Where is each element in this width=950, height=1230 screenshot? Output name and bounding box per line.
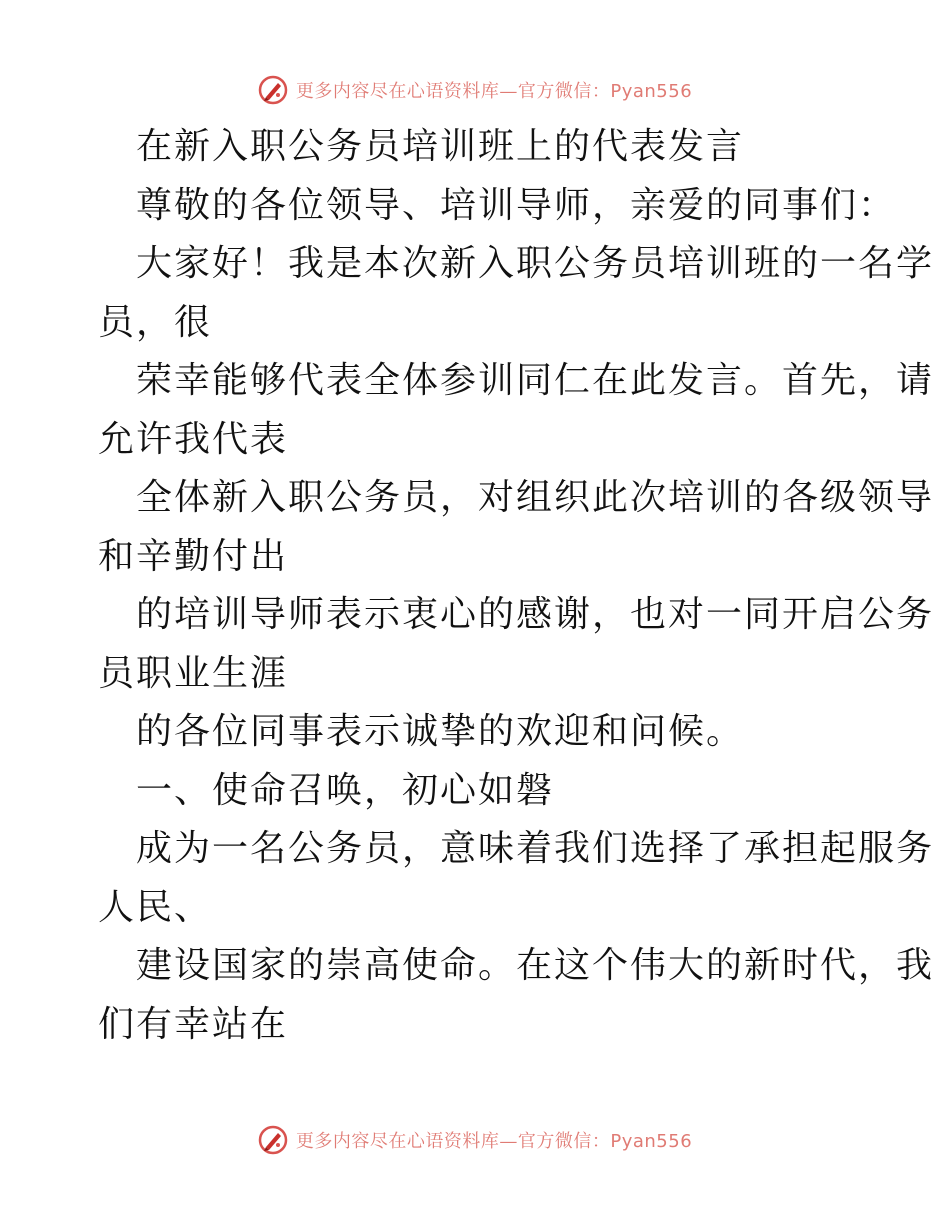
salutation-line: 尊敬的各位领导、培训导师，亲爱的同事们：	[136, 184, 897, 226]
header-banner-handle: Pyan556	[610, 81, 693, 102]
paragraph-line: 员职业生涯	[98, 652, 289, 694]
paragraph-line: 全体新入职公务员，对组织此次培训的各级领导	[136, 477, 935, 518]
paragraph-line: 人民、	[98, 886, 213, 928]
paragraph-line: 员，很	[98, 301, 213, 343]
footer-banner-handle: Pyan556	[610, 1131, 693, 1152]
paragraph-line: 们有幸站在	[98, 1003, 289, 1045]
paragraph-line: 大家好！我是本次新入职公务员培训班的一名学	[136, 243, 935, 284]
paragraph-line: 允许我代表	[98, 418, 289, 460]
paragraph-line: 的培训导师表示衷心的感谢，也对一同开启公务	[136, 594, 935, 635]
header-banner-text	[296, 77, 692, 103]
document-body	[98, 118, 935, 1054]
paragraph-line: 成为一名公务员，意味着我们选择了承担起服务	[136, 828, 935, 869]
paragraph-line: 和辛勤付出	[98, 535, 289, 577]
paragraph-line: 的各位同事表示诚挚的欢迎和问候。	[136, 711, 745, 752]
section-heading: 一、使命召唤，初心如磐	[136, 769, 555, 811]
red-pen-quill-icon	[258, 75, 288, 105]
red-pen-quill-icon	[258, 1125, 288, 1155]
header-banner-site: 更多内容尽在心语资料库—官方微信：	[295, 81, 611, 102]
paragraph-line: 建设国家的崇高使命。在这个伟大的新时代，我	[136, 945, 935, 986]
footer-banner-text	[296, 1127, 692, 1153]
footer-banner	[0, 1118, 950, 1162]
paragraph-line: 荣幸能够代表全体参训同仁在此发言。首先，请	[136, 360, 935, 401]
footer-banner-site: 更多内容尽在心语资料库—官方微信：	[295, 1131, 611, 1152]
document-title: 在新入职公务员培训班上的代表发言	[136, 126, 745, 167]
header-banner	[0, 68, 950, 112]
